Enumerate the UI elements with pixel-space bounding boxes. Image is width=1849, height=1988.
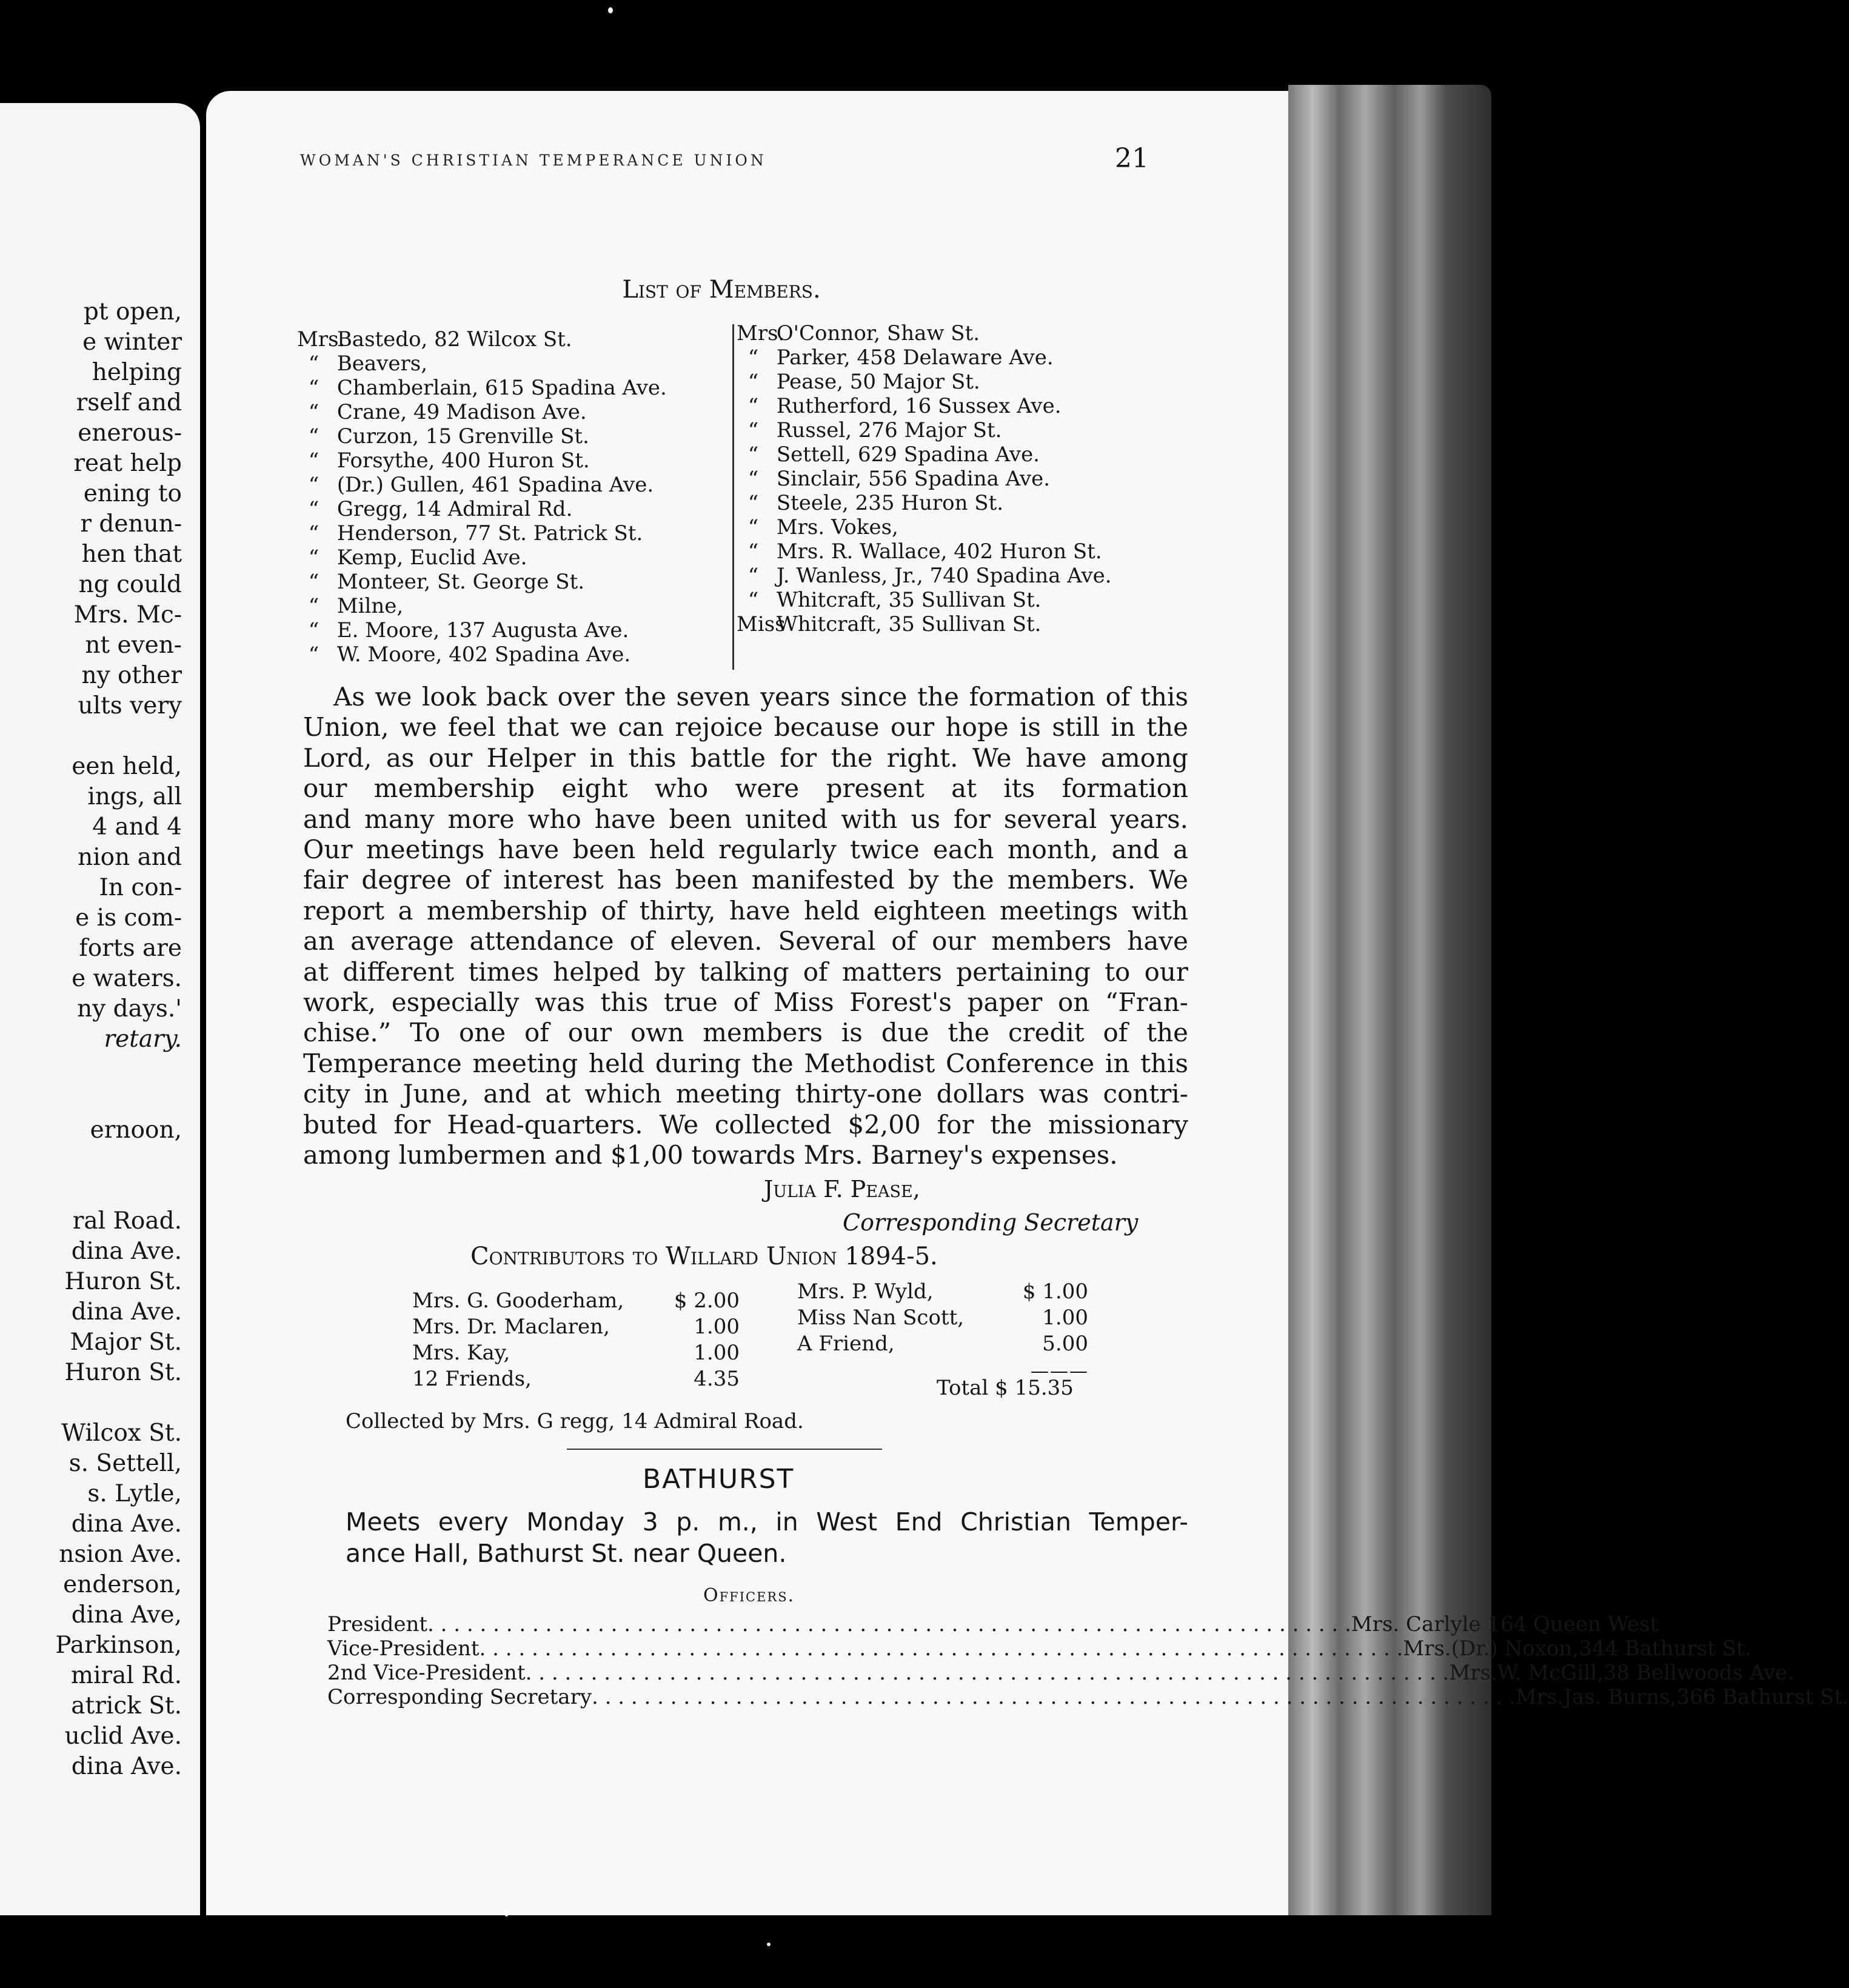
member-entry: E. Moore, 137 Augusta Ave.: [336, 618, 629, 642]
left-page-line: dina Ave.: [71, 1753, 182, 1780]
left-page-line: ny other: [81, 662, 182, 689]
member-entry: J. Wanless, Jr., 740 Spadina Ave.: [776, 564, 1112, 588]
officer-row: [327, 1612, 1659, 1636]
member-prefix: Mrs.: [297, 327, 346, 352]
contributor-row: [412, 1288, 740, 1314]
member-row: [737, 515, 1112, 539]
members-title: List of Members.: [622, 276, 821, 304]
officer-name: Mrs. Carlyle 164 Queen West: [1351, 1612, 1659, 1636]
member-prefix: “: [747, 588, 759, 612]
officer-name: Mrs.Jas. Burns,366 Bathurst St.: [1515, 1685, 1849, 1709]
member-prefix: “: [747, 345, 759, 370]
left-page-line: r denun-: [80, 510, 182, 538]
member-entry: Monteer, St. George St.: [336, 570, 585, 594]
officers-list: [327, 1612, 1849, 1709]
signature-role: Corresponding Secretary: [843, 1209, 1138, 1236]
left-page-line: ults very: [78, 692, 182, 719]
officer-name: Mrs.W. McGill,38 Bellwoods Ave.: [1449, 1661, 1794, 1685]
scan-speck: [504, 1909, 509, 1916]
member-entry: Chamberlain, 615 Spadina Ave.: [336, 376, 667, 400]
left-page-line: dina Ave.: [71, 1238, 182, 1265]
contributor-amount: $ 2.00: [674, 1289, 740, 1313]
officers-title: Officers.: [703, 1585, 795, 1606]
member-prefix: “: [747, 418, 759, 442]
section-rule: [567, 1449, 882, 1450]
contributors-total: [937, 1376, 1074, 1400]
report-line: Our meetings have been held regularly twice each month, and a: [303, 835, 1188, 865]
left-page-line: nion and: [78, 844, 182, 871]
member-prefix: “: [747, 442, 759, 467]
left-page-line: forts are: [79, 935, 182, 962]
report-line: buted for Head-quarters. We collected $2,00 for the missionary: [303, 1109, 1188, 1139]
left-page-line: e waters.: [72, 965, 182, 992]
contributor-name: A Friend,: [797, 1332, 895, 1356]
member-row: [737, 588, 1112, 612]
report-line: Lord, as our Helper in this battle for the right. We have among: [303, 742, 1188, 773]
officer-row: [327, 1685, 1849, 1709]
member-prefix: “: [747, 564, 759, 588]
contributor-row: [412, 1340, 740, 1366]
bathurst-meeting-info: [346, 1506, 1188, 1569]
member-prefix: “: [308, 521, 319, 545]
member-row: [737, 321, 1112, 345]
left-page-line: ening to: [83, 480, 182, 507]
left-page-line: [55, 1055, 182, 1085]
contributor-amount: 1.00: [694, 1341, 740, 1365]
report-paragraph: [303, 682, 1188, 1171]
left-page-line: Huron St.: [64, 1359, 182, 1386]
contributor-name: Mrs. Dr. Maclaren,: [412, 1315, 610, 1339]
officer-name: Mrs.(Dr.) Noxon,344 Bathurst St.: [1403, 1636, 1751, 1661]
left-page-text: [55, 297, 182, 1782]
left-page-line: 4 and 4: [92, 813, 182, 841]
report-line: fair degree of interest has been manifested by the members. We: [303, 865, 1188, 895]
left-page-line: s. Lytle,: [87, 1480, 182, 1507]
contributors-title: Contributors to Willard Union 1894-5.: [470, 1242, 938, 1270]
member-prefix: “: [747, 394, 759, 418]
member-prefix: “: [308, 376, 319, 400]
officer-role: 2nd Vice-President: [327, 1661, 526, 1685]
running-title: WOMAN'S CHRISTIAN TEMPERANCE UNION: [300, 152, 767, 169]
left-page-line: nsion Ave.: [59, 1541, 182, 1568]
report-line: among lumbermen and $1,00 towards Mrs. Barney's expenses.: [303, 1140, 1118, 1170]
contributor-row: [412, 1366, 740, 1392]
member-entry: Crane, 49 Madison Ave.: [336, 400, 587, 424]
member-row: [297, 570, 667, 594]
member-prefix: “: [308, 400, 319, 424]
member-row: [297, 473, 667, 497]
left-page-line: ings, all: [87, 783, 182, 810]
left-page-line: nt even-: [85, 632, 182, 659]
member-row: [297, 521, 667, 545]
contributor-amount: 4.35: [694, 1367, 740, 1391]
left-page-line: retary.: [104, 1026, 182, 1053]
contributor-name: Mrs. G. Gooderham,: [412, 1289, 624, 1313]
report-line: chise.” To one of our own members is due the credit of the: [303, 1018, 1188, 1048]
member-entry: Kemp, Euclid Ave.: [336, 545, 527, 570]
contributors-left: [412, 1288, 740, 1392]
contributor-name: Mrs. Kay,: [412, 1341, 510, 1365]
members-left-column: [297, 327, 667, 667]
left-page-line: [55, 721, 182, 752]
member-row: [737, 564, 1112, 588]
contributor-name: 12 Friends,: [412, 1367, 532, 1391]
meets-line-2: ance Hall, Bathurst St. near Queen.: [346, 1539, 787, 1568]
members-right-column: [737, 321, 1112, 636]
left-page-line: In con-: [99, 874, 182, 901]
left-page-line: ral Road.: [72, 1207, 182, 1235]
member-entry: Steele, 235 Huron St.: [776, 491, 1004, 515]
member-prefix: “: [308, 618, 319, 642]
report-line: As we look back over the seven years since the formation of this: [333, 682, 1188, 712]
member-entry: Whitcraft, 35 Sullivan St.: [776, 612, 1042, 636]
left-page-line: [55, 1146, 182, 1176]
member-row: [297, 449, 667, 473]
member-entry: Gregg, 14 Admiral Rd.: [336, 497, 573, 521]
left-page-fragment: [0, 103, 200, 1915]
scan-speck: [767, 1943, 771, 1946]
leader-dots: . . . . . . . . . . . . . . . . . . . . . . . . . . . . . . . . . . . . . . . . . . . . . . . . . . . . . . . . . . . . . . . . . . . . . . .: [427, 1612, 1351, 1636]
scan-speck: [608, 7, 613, 13]
contributor-name: Miss Nan Scott,: [797, 1306, 965, 1330]
report-line: city in June, and at which meeting thirty-one dollars was contri-: [303, 1079, 1188, 1109]
member-row: [297, 618, 667, 642]
member-prefix: “: [308, 497, 319, 521]
member-prefix: “: [308, 545, 319, 570]
member-entry: Beavers,: [336, 352, 428, 376]
member-prefix: “: [747, 370, 759, 394]
member-prefix: “: [747, 539, 759, 564]
member-entry: Pease, 50 Major St.: [776, 370, 980, 394]
member-entry: Bastedo, 82 Wilcox St.: [336, 327, 572, 352]
member-row: [297, 642, 667, 667]
officer-role: Corresponding Secretary: [327, 1685, 592, 1709]
member-entry: O'Connor, Shaw St.: [776, 321, 980, 345]
leader-dots: . . . . . . . . . . . . . . . . . . . . . . . . . . . . . . . . . . . . . . . . . . . . . . . . . . . . . . . . . . . . . . . . . . . . . . .: [479, 1636, 1403, 1661]
member-row: [737, 370, 1112, 394]
member-entry: Settell, 629 Spadina Ave.: [776, 442, 1040, 467]
member-entry: Russel, 276 Major St.: [776, 418, 1002, 442]
total-rule: ———: [1031, 1361, 1089, 1382]
member-entry: Curzon, 15 Grenville St.: [336, 424, 589, 449]
leader-dots: . . . . . . . . . . . . . . . . . . . . . . . . . . . . . . . . . . . . . . . . . . . . . . . . . . . . . . . . . . . . . . . . . . . . . . .: [525, 1661, 1449, 1685]
left-page-line: Mrs. Mc-: [73, 601, 182, 629]
member-prefix: “: [308, 473, 319, 497]
left-page-line: atrick St.: [71, 1692, 182, 1719]
left-page-line: s. Settell,: [69, 1450, 182, 1477]
contributors-right: [797, 1279, 1088, 1357]
member-entry: Forsythe, 400 Huron St.: [336, 449, 590, 473]
left-page-line: ng could: [78, 571, 182, 598]
member-row: [737, 418, 1112, 442]
member-entry: Henderson, 77 St. Patrick St.: [336, 521, 643, 545]
total-label: Total $: [937, 1376, 1008, 1400]
member-entry: Rutherford, 16 Sussex Ave.: [776, 394, 1062, 418]
left-page-line: e winter: [82, 329, 182, 356]
member-prefix: Miss: [737, 612, 786, 636]
contributor-name: Mrs. P. Wyld,: [797, 1279, 934, 1304]
member-prefix: “: [308, 642, 319, 667]
member-prefix: “: [308, 424, 319, 449]
report-line: work, especially was this true of Miss Forest's paper on “Fran-: [303, 987, 1188, 1018]
left-page-line: rself and: [76, 389, 182, 416]
member-row: [737, 345, 1112, 370]
left-page-line: e is com-: [75, 904, 182, 932]
officer-role: Vice-President: [327, 1636, 480, 1661]
contributor-row: [412, 1314, 740, 1340]
left-page-line: dina Ave.: [71, 1298, 182, 1326]
member-prefix: “: [747, 491, 759, 515]
left-page-line: [55, 1085, 182, 1115]
left-page-line: enderson,: [63, 1571, 182, 1598]
left-page-line: een held,: [72, 753, 182, 780]
member-entry: (Dr.) Gullen, 461 Spadina Ave.: [336, 473, 654, 497]
member-prefix: “: [308, 449, 319, 473]
collected-by: Collected by Mrs. G regg, 14 Admiral Road.: [346, 1409, 804, 1433]
member-entry: Sinclair, 556 Spadina Ave.: [776, 467, 1051, 491]
member-prefix: “: [308, 570, 319, 594]
member-row: [297, 424, 667, 449]
member-row: [737, 612, 1112, 636]
left-page-line: [55, 1176, 182, 1206]
member-prefix: “: [308, 352, 319, 376]
page-number: 21: [1115, 143, 1149, 174]
member-row: [297, 497, 667, 521]
member-row: [737, 539, 1112, 564]
left-page-line: ernoon,: [90, 1116, 182, 1144]
left-page-line: helping: [92, 359, 182, 386]
left-page-line: hen that: [81, 541, 182, 568]
contributor-row: [797, 1331, 1088, 1357]
member-prefix: “: [308, 594, 319, 618]
report-line: an average attendance of eleven. Several of our members have: [303, 926, 1188, 956]
left-page-line: ny days.': [77, 995, 182, 1022]
left-page-line: enerous-: [78, 419, 182, 447]
officer-role: President: [327, 1612, 428, 1636]
left-page-line: Wilcox St.: [61, 1419, 182, 1447]
left-page-line: miral Rd.: [71, 1662, 182, 1689]
bathurst-heading: BATHURST: [643, 1464, 795, 1495]
column-divider: [732, 324, 734, 670]
officer-row: [327, 1636, 1751, 1661]
member-prefix: “: [747, 515, 759, 539]
signature-name: Julia F. Pease,: [764, 1176, 920, 1202]
left-page-line: reat help: [73, 450, 182, 477]
contributor-amount: 1.00: [1042, 1306, 1088, 1330]
total-amount: 15.35: [1014, 1376, 1074, 1400]
member-row: [297, 352, 667, 376]
member-entry: W. Moore, 402 Spadina Ave.: [336, 642, 631, 667]
contributor-amount: 5.00: [1042, 1332, 1088, 1356]
member-row: [297, 327, 667, 352]
member-prefix: “: [747, 467, 759, 491]
contributor-row: [797, 1279, 1088, 1305]
left-page-line: dina Ave,: [71, 1601, 182, 1629]
member-row: [297, 400, 667, 424]
report-line: report a membership of thirty, have held eighteen meetings with: [303, 895, 1188, 926]
member-row: [737, 442, 1112, 467]
member-prefix: Mrs.: [737, 321, 785, 345]
member-entry: Mrs. Vokes,: [776, 515, 898, 539]
report-line: our membership eight who were present at its formation: [303, 773, 1188, 804]
running-header: [300, 143, 1149, 179]
report-line: at different times helped by talking of matters pertaining to our: [303, 956, 1188, 987]
member-row: [737, 394, 1112, 418]
member-row: [737, 491, 1112, 515]
member-entry: Mrs. R. Wallace, 402 Huron St.: [776, 539, 1102, 564]
member-row: [737, 467, 1112, 491]
report-line: and many more who have been united with us for several years.: [303, 804, 1188, 834]
member-row: [297, 594, 667, 618]
left-page-line: Huron St.: [64, 1268, 182, 1295]
meets-line-1: Meets every Monday 3 p. m., in West End Christian Temper-: [346, 1507, 1188, 1536]
left-page-line: [55, 1388, 182, 1418]
contributor-amount: $ 1.00: [1022, 1279, 1088, 1304]
member-entry: Whitcraft, 35 Sullivan St.: [776, 588, 1042, 612]
member-row: [297, 545, 667, 570]
left-page-line: Major St.: [70, 1329, 182, 1356]
contributor-amount: 1.00: [694, 1315, 740, 1339]
left-page-line: dina Ave.: [71, 1510, 182, 1538]
member-entry: Milne,: [336, 594, 404, 618]
left-page-line: pt open,: [83, 298, 182, 325]
left-page-line: uclid Ave.: [64, 1723, 182, 1750]
report-line: Temperance meeting held during the Methodist Conference in this: [303, 1048, 1188, 1078]
contributor-row: [797, 1305, 1088, 1331]
report-line: Union, we feel that we can rejoice because our hope is still in the: [303, 712, 1188, 742]
signature: [303, 1173, 1152, 1239]
leader-dots: . . . . . . . . . . . . . . . . . . . . . . . . . . . . . . . . . . . . . . . . . . . . . . . . . . . . . . . . . . . . . . . . . . . . . . .: [592, 1685, 1516, 1709]
member-row: [297, 376, 667, 400]
left-page-line: Parkinson,: [55, 1632, 182, 1659]
member-entry: Parker, 458 Delaware Ave.: [776, 345, 1054, 370]
officer-row: [327, 1661, 1794, 1685]
